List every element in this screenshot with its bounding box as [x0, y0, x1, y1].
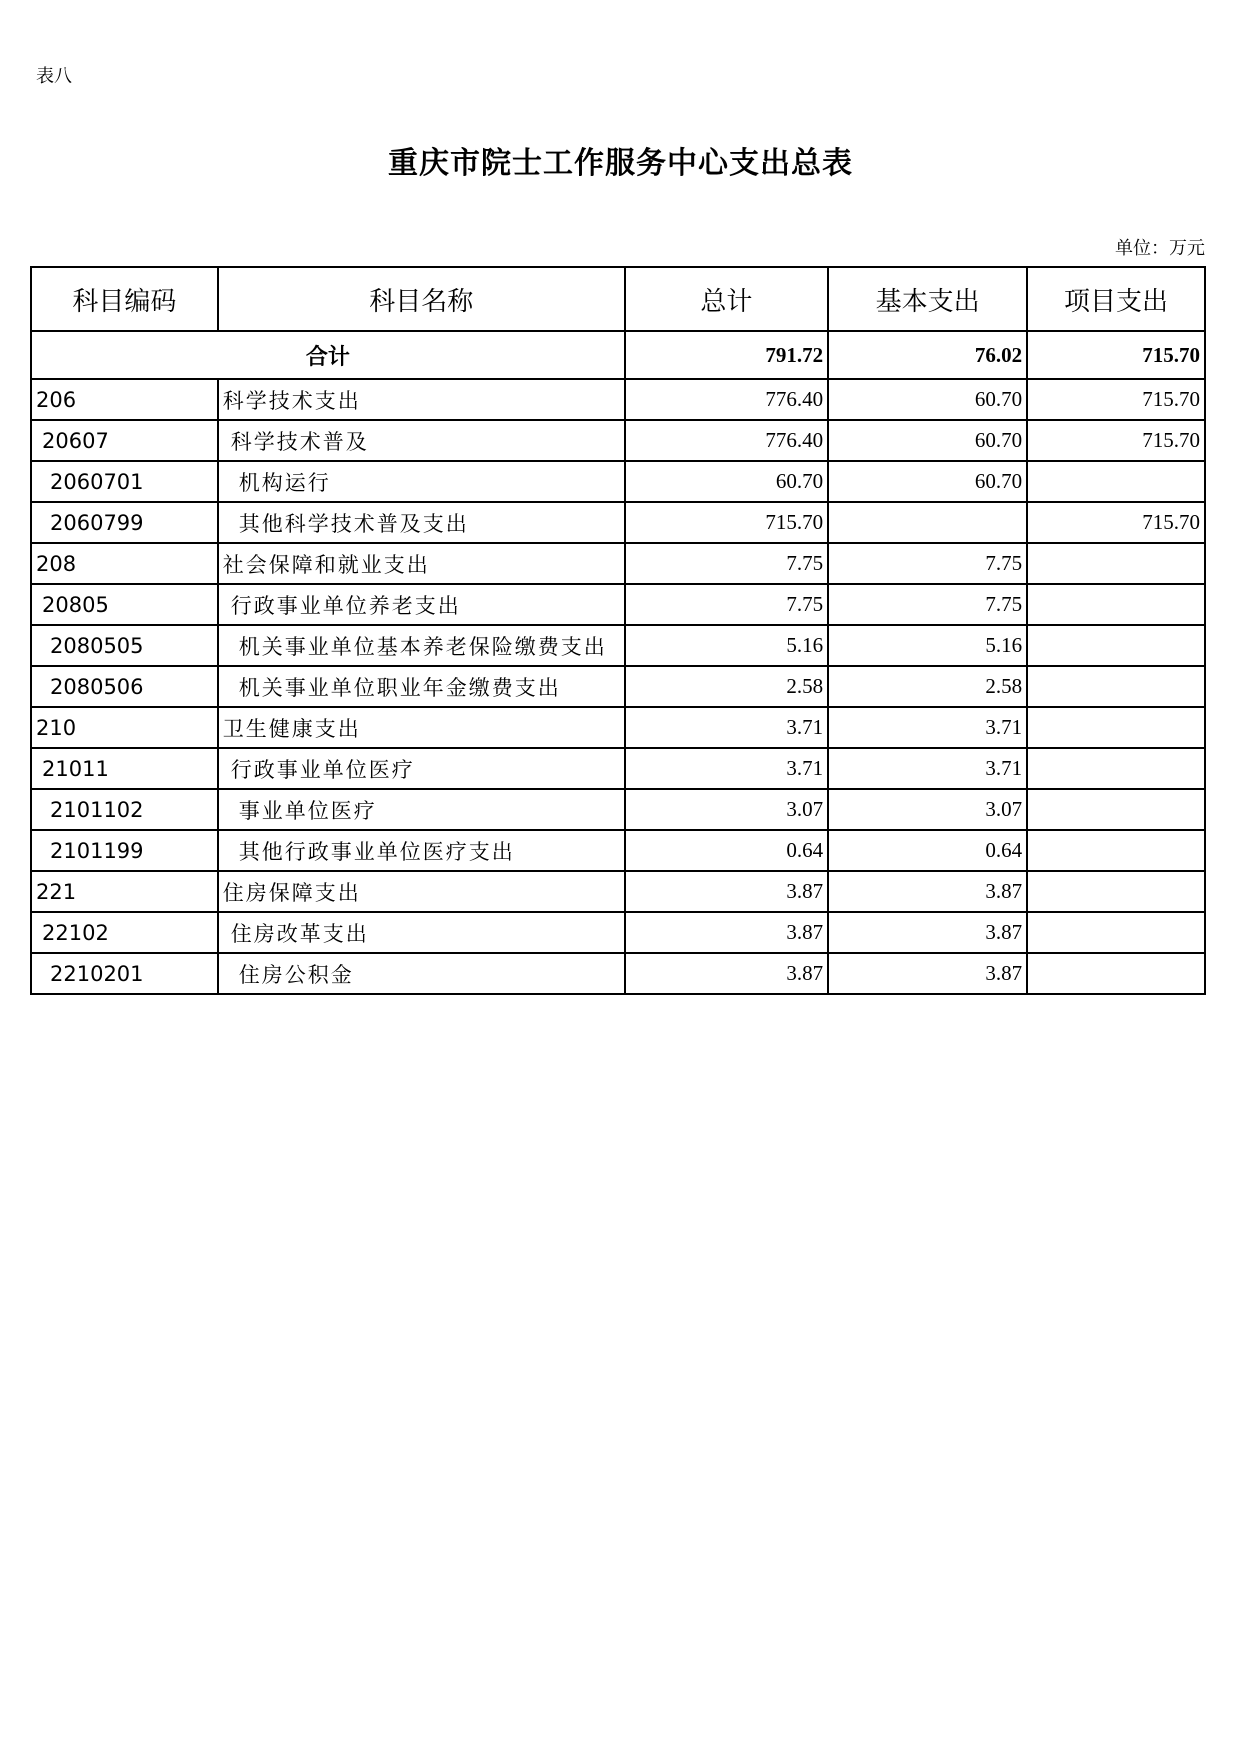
header-total: 总计 [625, 267, 828, 331]
row-basic: 5.16 [828, 625, 1027, 666]
row-total: 3.87 [625, 871, 828, 912]
row-name: 其他科学技术普及支出 [218, 502, 625, 543]
row-total: 715.70 [625, 502, 828, 543]
page-title: 重庆市院士工作服务中心支出总表 [388, 146, 853, 181]
row-name: 行政事业单位养老支出 [218, 584, 625, 625]
row-basic: 3.07 [828, 789, 1027, 830]
row-basic: 3.87 [828, 953, 1027, 994]
row-code: 2060799 [31, 502, 218, 543]
row-basic: 0.64 [828, 830, 1027, 871]
row-name: 科学技术普及 [218, 420, 625, 461]
row-project [1027, 461, 1205, 502]
row-code: 2060701 [31, 461, 218, 502]
row-total: 3.07 [625, 789, 828, 830]
row-total: 7.75 [625, 584, 828, 625]
row-project [1027, 830, 1205, 871]
table-row [31, 666, 1205, 707]
table-row [31, 502, 1205, 543]
header-name: 科目名称 [218, 267, 625, 331]
row-total: 3.87 [625, 953, 828, 994]
row-total: 0.64 [625, 830, 828, 871]
total-sum: 791.72 [625, 331, 828, 379]
row-basic: 3.71 [828, 748, 1027, 789]
row-project [1027, 912, 1205, 953]
table-row [31, 543, 1205, 584]
row-project [1027, 584, 1205, 625]
row-total: 776.40 [625, 420, 828, 461]
row-code: 20607 [31, 420, 218, 461]
header-basic: 基本支出 [828, 267, 1027, 331]
row-name: 机关事业单位基本养老保险缴费支出 [218, 625, 625, 666]
row-name: 科学技术支出 [218, 379, 625, 420]
row-code: 22102 [31, 912, 218, 953]
row-project [1027, 543, 1205, 584]
row-total: 60.70 [625, 461, 828, 502]
row-project: 715.70 [1027, 502, 1205, 543]
table-row [31, 707, 1205, 748]
row-basic: 3.87 [828, 912, 1027, 953]
table-row [31, 420, 1205, 461]
row-project [1027, 707, 1205, 748]
row-basic: 3.71 [828, 707, 1027, 748]
row-total: 776.40 [625, 379, 828, 420]
header-row [31, 267, 1205, 331]
row-name: 事业单位医疗 [218, 789, 625, 830]
row-name: 住房改革支出 [218, 912, 625, 953]
row-basic [828, 502, 1027, 543]
row-code: 21011 [31, 748, 218, 789]
row-code: 208 [31, 543, 218, 584]
row-project: 715.70 [1027, 379, 1205, 420]
row-name: 住房公积金 [218, 953, 625, 994]
row-basic: 60.70 [828, 461, 1027, 502]
row-basic: 7.75 [828, 543, 1027, 584]
total-basic: 76.02 [828, 331, 1027, 379]
unit-label: 单位：万元 [1115, 238, 1205, 259]
row-name: 住房保障支出 [218, 871, 625, 912]
expenditure-table [30, 266, 1206, 995]
row-project [1027, 953, 1205, 994]
row-name: 机关事业单位职业年金缴费支出 [218, 666, 625, 707]
table-row [31, 625, 1205, 666]
table-row [31, 461, 1205, 502]
row-total: 3.71 [625, 707, 828, 748]
row-code: 221 [31, 871, 218, 912]
table-row [31, 584, 1205, 625]
row-name: 其他行政事业单位医疗支出 [218, 830, 625, 871]
row-code: 20805 [31, 584, 218, 625]
row-code: 2210201 [31, 953, 218, 994]
header-project: 项目支出 [1027, 267, 1205, 331]
row-total: 3.71 [625, 748, 828, 789]
table-row [31, 789, 1205, 830]
table-row [31, 830, 1205, 871]
row-name: 卫生健康支出 [218, 707, 625, 748]
table-row [31, 379, 1205, 420]
row-basic: 60.70 [828, 420, 1027, 461]
total-label: 合计 [31, 331, 625, 379]
header-code: 科目编码 [31, 267, 218, 331]
row-name: 行政事业单位医疗 [218, 748, 625, 789]
row-project [1027, 666, 1205, 707]
row-project: 715.70 [1027, 420, 1205, 461]
row-code: 2101102 [31, 789, 218, 830]
row-total: 7.75 [625, 543, 828, 584]
row-name: 社会保障和就业支出 [218, 543, 625, 584]
row-total: 5.16 [625, 625, 828, 666]
row-basic: 2.58 [828, 666, 1027, 707]
table-row [31, 748, 1205, 789]
row-code: 2080505 [31, 625, 218, 666]
row-project [1027, 748, 1205, 789]
row-project [1027, 871, 1205, 912]
row-project [1027, 789, 1205, 830]
row-code: 2101199 [31, 830, 218, 871]
row-code: 206 [31, 379, 218, 420]
row-total: 2.58 [625, 666, 828, 707]
table-row [31, 953, 1205, 994]
row-code: 210 [31, 707, 218, 748]
total-project: 715.70 [1027, 331, 1205, 379]
table-number-label: 表八 [36, 66, 72, 87]
table-row [31, 871, 1205, 912]
row-basic: 60.70 [828, 379, 1027, 420]
row-basic: 7.75 [828, 584, 1027, 625]
row-total: 3.87 [625, 912, 828, 953]
row-name: 机构运行 [218, 461, 625, 502]
total-row [31, 331, 1205, 379]
row-project [1027, 625, 1205, 666]
table-row [31, 912, 1205, 953]
row-basic: 3.87 [828, 871, 1027, 912]
row-code: 2080506 [31, 666, 218, 707]
